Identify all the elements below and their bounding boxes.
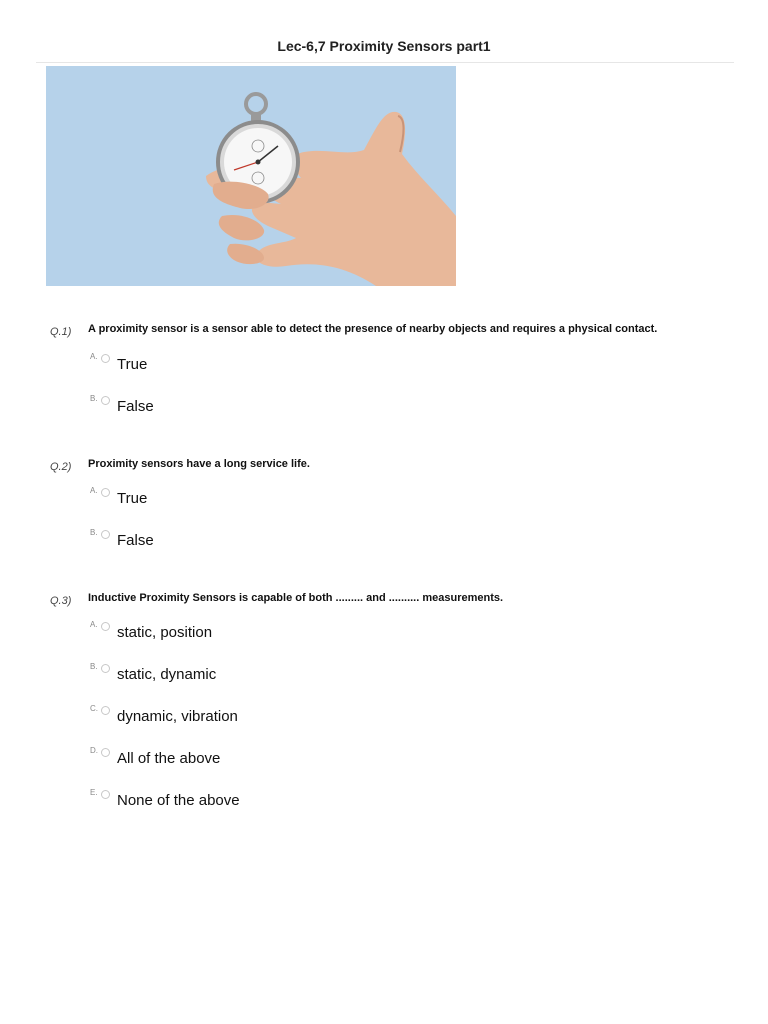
option-letter: B. [90, 528, 98, 537]
option-label[interactable]: False [117, 532, 154, 549]
question-text: Proximity sensors have a long service life. [88, 458, 310, 470]
option-letter: B. [90, 394, 98, 403]
option-letter: D. [90, 746, 98, 755]
radio-button[interactable] [101, 354, 110, 363]
radio-button[interactable] [101, 396, 110, 405]
option-label[interactable]: True [117, 490, 148, 507]
radio-button[interactable] [101, 706, 110, 715]
option-label[interactable]: True [117, 356, 148, 373]
option-label[interactable]: static, position [117, 624, 213, 641]
radio-button[interactable] [101, 790, 110, 799]
option-label[interactable]: All of the above [117, 750, 221, 767]
option-letter: A. [90, 620, 98, 629]
option-letter: C. [90, 704, 98, 713]
radio-button[interactable] [101, 664, 110, 673]
option-label[interactable]: False [117, 398, 154, 415]
question-number: Q.1) [50, 326, 72, 338]
radio-button[interactable] [101, 748, 110, 757]
question-number: Q.2) [50, 461, 72, 473]
hero-image [46, 66, 456, 286]
option-letter: A. [90, 352, 98, 361]
question-text: A proximity sensor is a sensor able to detect the presence of nearby objects and requires a physical contact. [88, 323, 658, 335]
option-label[interactable]: static, dynamic [117, 666, 217, 683]
option-letter: A. [90, 486, 98, 495]
radio-button[interactable] [101, 622, 110, 631]
radio-button[interactable] [101, 530, 110, 539]
page-title: Lec-6,7 Proximity Sensors part1 [277, 38, 491, 54]
option-letter: E. [90, 788, 98, 797]
stopwatch-in-hand-icon [46, 66, 456, 286]
option-label[interactable]: dynamic, vibration [117, 708, 238, 725]
question-text: Inductive Proximity Sensors is capable of both ......... and .......... measurements. [88, 592, 504, 604]
question-number: Q.3) [50, 595, 72, 607]
option-label[interactable]: None of the above [117, 792, 240, 809]
radio-button[interactable] [101, 488, 110, 497]
title-divider [36, 62, 734, 63]
option-letter: B. [90, 662, 98, 671]
